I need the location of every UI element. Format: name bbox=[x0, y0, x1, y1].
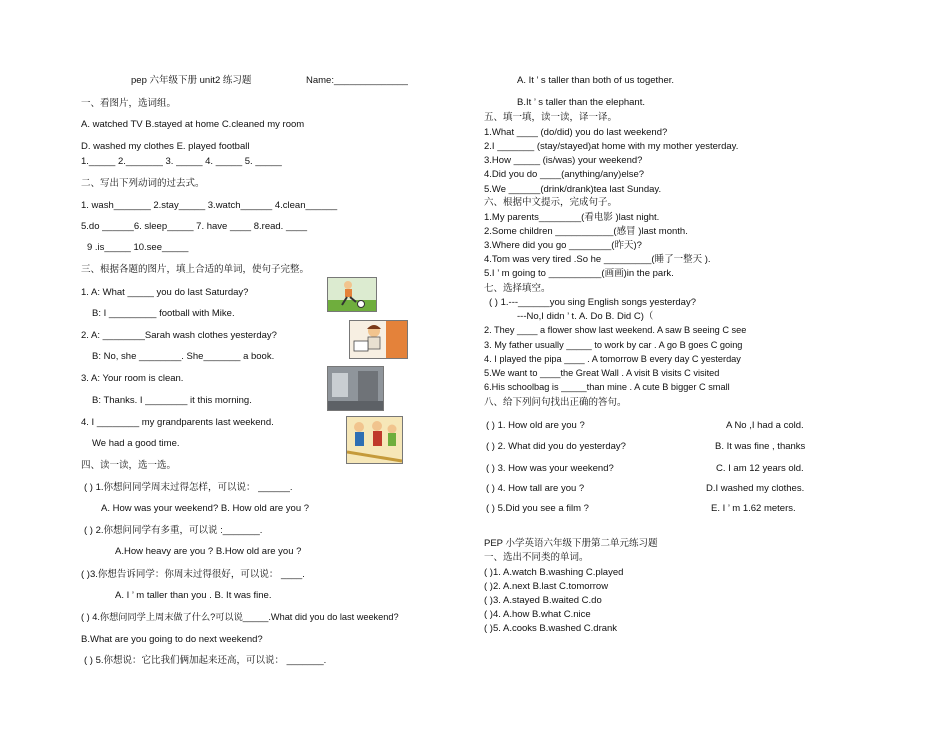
section-4-q2[interactable]: ( ) 2.你想问同学有多重，可以说 :_______. bbox=[84, 525, 263, 536]
clean-room-picture bbox=[327, 366, 384, 411]
section-4-q3[interactable]: ( )3.你想告诉同学：你周末过得很好，可以说： ____. bbox=[81, 569, 305, 580]
q5-option-a: A. It ’ s taller than both of us together. bbox=[517, 75, 675, 86]
section-2-row3[interactable]: 9 .is_____ 10.see_____ bbox=[87, 242, 189, 253]
section-8-answer-c: C. I am 12 years old. bbox=[716, 463, 804, 474]
section-6-q3[interactable]: 3.Where did you go ________(昨天)? bbox=[484, 240, 642, 251]
section-2-row1[interactable]: 1. wash_______ 2.stay_____ 3.watch______ 4.clean______ bbox=[81, 200, 338, 211]
page-title: pep 六年级下册 unit2 练习题 bbox=[131, 75, 252, 86]
q5-option-b: B.It ’ s taller than the elephant. bbox=[517, 97, 645, 108]
football-picture bbox=[327, 277, 377, 312]
part-2-q1[interactable]: ( )1. A.watch B.washing C.played bbox=[484, 567, 624, 578]
part-2-q2[interactable]: ( )2. A.next B.last C.tomorrow bbox=[484, 581, 609, 592]
section-4-q4[interactable]: ( ) 4.你想问同学上周末做了什么?可以说_____.What did you do last weekend? bbox=[81, 612, 399, 622]
section-3-q4b: We had a good time. bbox=[92, 438, 180, 449]
section-3-q1b[interactable]: B: I _________ football with Mike. bbox=[92, 308, 235, 319]
section-7-q1[interactable]: ( ) 1.---______you sing English songs yesterday? bbox=[489, 297, 697, 308]
section-7-title: 七、选择填空。 bbox=[484, 283, 551, 294]
section-5-q4[interactable]: 4.Did you do ____(anything/any)else? bbox=[484, 169, 645, 180]
section-4-q2-options: A.How heavy are you ? B.How old are you ? bbox=[115, 546, 302, 557]
section-3-q1a[interactable]: 1. A: What _____ you do last Saturday? bbox=[81, 287, 249, 298]
section-6-q4[interactable]: 4.Tom was very tired .So he _________(睡了一整天 ). bbox=[484, 254, 711, 265]
section-3-title: 三、根据各题的图片，填上合适的单词，使句子完整。 bbox=[81, 264, 310, 275]
section-8-answer-a: A No ,I had a cold. bbox=[726, 420, 804, 431]
section-3-q4a[interactable]: 4. I ________ my grandparents last weekend. bbox=[81, 417, 274, 428]
section-8-q2[interactable]: ( ) 2. What did you do yesterday? bbox=[486, 441, 626, 452]
section-6-q5[interactable]: 5.I ’ m going to __________(画画)in the park. bbox=[484, 268, 674, 279]
section-8-answer-b: B. It was fine , thanks bbox=[715, 441, 806, 452]
section-8-answer-e: E. I ’ m 1.62 meters. bbox=[711, 503, 796, 514]
section-4-q1[interactable]: ( ) 1.你想问同学周末过得怎样，可以说： ______. bbox=[84, 482, 293, 493]
section-2-row2[interactable]: 5.do ______6. sleep_____ 7. have ____ 8.read. ____ bbox=[81, 221, 308, 232]
section-7-q4[interactable]: 4. I played the pipa ____ . A tomorrow B every day C yesterday bbox=[484, 354, 741, 364]
section-4-q5[interactable]: ( ) 5.你想说：它比我们俩加起来还高，可以说： _______. bbox=[84, 655, 327, 666]
part-2-q4[interactable]: ( )4. A.how B.what C.nice bbox=[484, 609, 591, 620]
section-8-q3[interactable]: ( ) 3. How was your weekend? bbox=[486, 463, 614, 474]
section-6-title: 六、根据中文提示，完成句子。 bbox=[484, 197, 618, 208]
section-1-title: 一、看图片，选词组。 bbox=[81, 98, 177, 109]
part-2-title: PEP 小学英语六年级下册第二单元练习题 bbox=[484, 538, 658, 549]
section-8-title: 八、给下列问句找出正确的答句。 bbox=[484, 397, 627, 408]
section-5-q5[interactable]: 5.We ______(drink/drank)tea last Sunday. bbox=[484, 184, 662, 195]
section-2-title: 二、写出下列动词的过去式。 bbox=[81, 178, 205, 189]
grandparents-picture bbox=[346, 416, 403, 464]
part-2-q3[interactable]: ( )3. A.stayed B.waited C.do bbox=[484, 595, 602, 606]
section-7-q5[interactable]: 5.We want to ____the Great Wall . A visit B visits C visited bbox=[484, 368, 720, 378]
section-5-q2[interactable]: 2.I _______ (stay/stayed)at home with my mother yesterday. bbox=[484, 141, 739, 152]
section-5-title: 五、填一填，读一读，译一译。 bbox=[484, 112, 618, 123]
section-8-answer-d: D.I washed my clothes. bbox=[706, 483, 805, 494]
section-4-q1-options: A. How was your weekend? B. How old are you ? bbox=[101, 503, 310, 514]
section-3-q3b[interactable]: B: Thanks. I ________ it this morning. bbox=[92, 395, 252, 406]
section-4-q4-option-b: B.What are you going to do next weekend? bbox=[81, 634, 263, 645]
section-7-q6[interactable]: 6.His schoolbag is _____than mine . A cute B bigger C small bbox=[484, 382, 730, 392]
section-3-q3a: 3. A: Your room is clean. bbox=[81, 373, 184, 384]
section-3-q2a[interactable]: 2. A: ________Sarah wash clothes yesterday? bbox=[81, 330, 277, 341]
name-field[interactable]: Name:______________ bbox=[306, 75, 408, 86]
section-8-q5[interactable]: ( ) 5.Did you see a film ? bbox=[486, 503, 589, 514]
section-5-q1[interactable]: 1.What ____ (do/did) you do last weekend? bbox=[484, 127, 668, 138]
section-7-q1-options: ---No,I didn ’ t. A. Do B. Did C)（ bbox=[517, 311, 654, 322]
section-1-options-row2: D. washed my clothes E. played football bbox=[81, 141, 250, 152]
section-5-q3[interactable]: 3.How _____ (is/was) your weekend? bbox=[484, 155, 643, 166]
reading-picture bbox=[349, 320, 408, 359]
part-2-q5[interactable]: ( )5. A.cooks B.washed C.drank bbox=[484, 623, 618, 634]
section-8-q1[interactable]: ( ) 1. How old are you ? bbox=[486, 420, 585, 431]
section-1-options-row1: A. watched TV B.stayed at home C.cleaned my room bbox=[81, 119, 305, 130]
section-4-q3-options: A. I ’ m taller than you . B. It was fine. bbox=[115, 590, 272, 601]
section-7-q3[interactable]: 3. My father usually _____ to work by car . A go B goes C going bbox=[484, 340, 743, 350]
section-7-q2[interactable]: 2. They ____ a flower show last weekend. A saw B seeing C see bbox=[484, 325, 747, 335]
section-3-q2b[interactable]: B: No, she ________. She_______ a book. bbox=[92, 351, 275, 362]
section-6-q2[interactable]: 2.Some children ___________(感冒 )last month. bbox=[484, 226, 688, 237]
section-4-title: 四、读一读，选一选。 bbox=[81, 460, 177, 471]
section-1-blanks[interactable]: 1._____ 2._______ 3. _____ 4. _____ 5. _____ bbox=[81, 156, 282, 167]
part-2-subtitle: 一、选出不同类的单词。 bbox=[484, 552, 589, 563]
section-6-q1[interactable]: 1.My parents________(看电影 )last night. bbox=[484, 212, 660, 223]
section-8-q4[interactable]: ( ) 4. How tall are you ? bbox=[486, 483, 585, 494]
